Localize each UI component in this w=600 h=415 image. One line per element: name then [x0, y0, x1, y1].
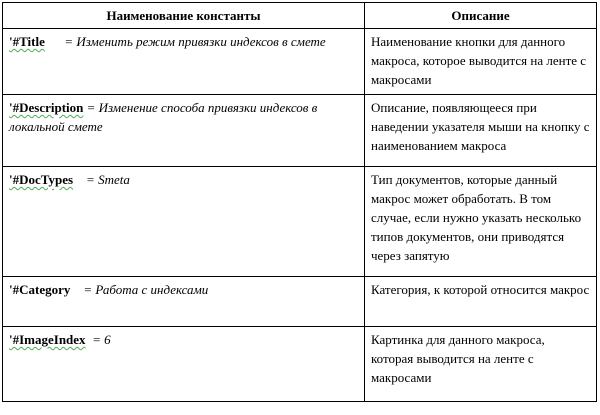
table-row — [3, 327, 597, 402]
constant-name: '#DocTypes — [9, 172, 74, 187]
table-row — [3, 95, 597, 167]
constant-value: = Работа с индексами — [83, 282, 209, 297]
constant-value: = Smeta — [86, 172, 130, 187]
constant-cell — [3, 95, 365, 167]
description-cell: Тип документов, которые данный макрос может обработать. В том случае, если нужно указать несколько типов документов, они приводятся через запятую — [365, 167, 597, 277]
header-description: Описание — [365, 3, 597, 29]
constant-name: '#Title — [9, 34, 45, 49]
description-cell: Категория, к которой относится макрос — [365, 277, 597, 327]
constant-value: = 6 — [92, 332, 111, 347]
table-row — [3, 29, 597, 95]
constant-value: = Изменение способа привязки индексов в локальной смете — [9, 100, 318, 134]
constant-value: = Изменить режим привязки индексов в смете — [64, 34, 326, 49]
constant-name: '#Category — [9, 282, 71, 297]
description-cell: Наименование кнопки для данного макроса, которое выводится на ленте с макросами — [365, 29, 597, 95]
constants-table — [2, 2, 597, 402]
description-cell: Описание, появляющееся при наведении указателя мыши на кнопку с наименованием макроса — [365, 95, 597, 167]
constant-cell — [3, 327, 365, 402]
constant-name: '#Description — [9, 100, 84, 115]
constant-cell — [3, 277, 365, 327]
constant-name: '#ImageIndex — [9, 332, 86, 347]
constant-cell — [3, 29, 365, 95]
table-row — [3, 277, 597, 327]
table-row — [3, 167, 597, 277]
header-constant-name: Наименование константы — [3, 3, 365, 29]
table-header-row — [3, 3, 597, 29]
description-cell: Картинка для данного макроса, которая выводится на ленте с макросами — [365, 327, 597, 402]
constant-cell — [3, 167, 365, 277]
